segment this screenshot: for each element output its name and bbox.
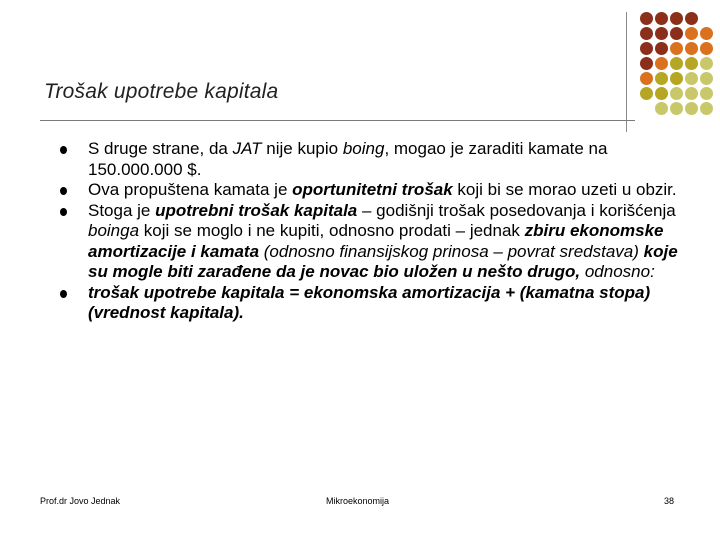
- bullet-text-segment: (odnosno finansijskog prinosa – povrat sredstava): [259, 241, 644, 261]
- decorative-dot: [640, 27, 653, 40]
- bullet-marker-icon: [60, 290, 67, 298]
- bullet-text-segment: koji se moglo i ne kupiti, odnosno prodati – jednak: [139, 221, 525, 240]
- bullet-list: [40, 139, 690, 324]
- vertical-divider: [626, 12, 627, 132]
- decorative-dot: [670, 27, 683, 40]
- decorative-dot: [670, 12, 683, 25]
- bullet-text-segment: upotrebni trošak kapitala: [155, 200, 358, 220]
- decorative-dot: [685, 12, 698, 25]
- bullet-text-segment: oportunitetni trošak: [292, 180, 453, 199]
- bullet-text-segment: odnosno:: [580, 262, 655, 281]
- decorative-dot: [670, 42, 683, 55]
- decorative-dot: [655, 27, 668, 40]
- bullet-marker-icon: [60, 187, 67, 195]
- decorative-dot: [670, 102, 683, 115]
- bullet-text-segment: zbiru ekonomske amortizacije i kamata: [88, 221, 664, 261]
- decorative-dot: [655, 42, 668, 55]
- bullet-text-segment: koje su mogle biti zarađene da je novac bio uložen u nešto drugo,: [88, 241, 678, 281]
- footer-page-number: 38: [664, 496, 675, 506]
- decorative-dot: [700, 87, 713, 100]
- decorative-dot: [640, 12, 653, 25]
- bullet-text-segment: trošak upotrebe kapitala = ekonomska amortizacija + (kamatna stopa) (vrednost kapitala).: [88, 282, 651, 322]
- bullet-item: [40, 139, 690, 180]
- bullet-marker-icon: [60, 146, 67, 154]
- bullet-item: [40, 201, 690, 283]
- decorative-dot: [640, 72, 653, 85]
- decorative-dot: [700, 42, 713, 55]
- bullet-item: [40, 180, 690, 201]
- decorative-dot: [640, 42, 653, 55]
- decorative-dot: [700, 102, 713, 115]
- bullet-text-segment: JAT: [232, 139, 262, 158]
- bullet-text-segment: boinga: [88, 221, 140, 240]
- decorative-dot: [700, 57, 713, 70]
- decorative-dot: [685, 27, 698, 40]
- title-underline: [40, 120, 635, 121]
- bullet-text-segment: nije kupio: [261, 139, 343, 158]
- decorative-dot-grid: [640, 12, 720, 122]
- footer-author: Prof.dr Jovo Jednak: [40, 496, 121, 506]
- bullet-item: [40, 283, 690, 324]
- footer-course: Mikroekonomija: [326, 496, 390, 506]
- bullet-text-segment: S druge strane, da: [88, 139, 233, 158]
- decorative-dot: [685, 72, 698, 85]
- decorative-dot: [670, 87, 683, 100]
- decorative-dot: [685, 42, 698, 55]
- decorative-dot: [640, 87, 653, 100]
- bullet-text-segment: Ova propuštena kamata je: [88, 180, 293, 199]
- bullet-marker-icon: [60, 208, 67, 216]
- bullet-text-segment: Stoga je: [88, 200, 156, 220]
- bullet-text-segment: , mogao je zaraditi kamate na 150.000.000 $.: [88, 139, 608, 179]
- decorative-dot: [685, 87, 698, 100]
- bullet-text-segment: – godišnji trošak posedovanja i korišćenja: [357, 200, 676, 220]
- decorative-dot: [670, 57, 683, 70]
- slide-title: Trošak upotrebe kapitala: [44, 80, 279, 103]
- decorative-dot: [655, 87, 668, 100]
- bullet-text-segment: boing: [342, 139, 385, 158]
- decorative-dot: [700, 27, 713, 40]
- decorative-dot: [670, 72, 683, 85]
- decorative-dot: [655, 57, 668, 70]
- decorative-dot: [700, 72, 713, 85]
- decorative-dot: [655, 72, 668, 85]
- decorative-dot: [640, 57, 653, 70]
- bullet-text-segment: koji bi se morao uzeti u obzir.: [452, 180, 677, 199]
- decorative-dot: [685, 57, 698, 70]
- decorative-dot: [655, 102, 668, 115]
- decorative-dot: [655, 12, 668, 25]
- decorative-dot: [685, 102, 698, 115]
